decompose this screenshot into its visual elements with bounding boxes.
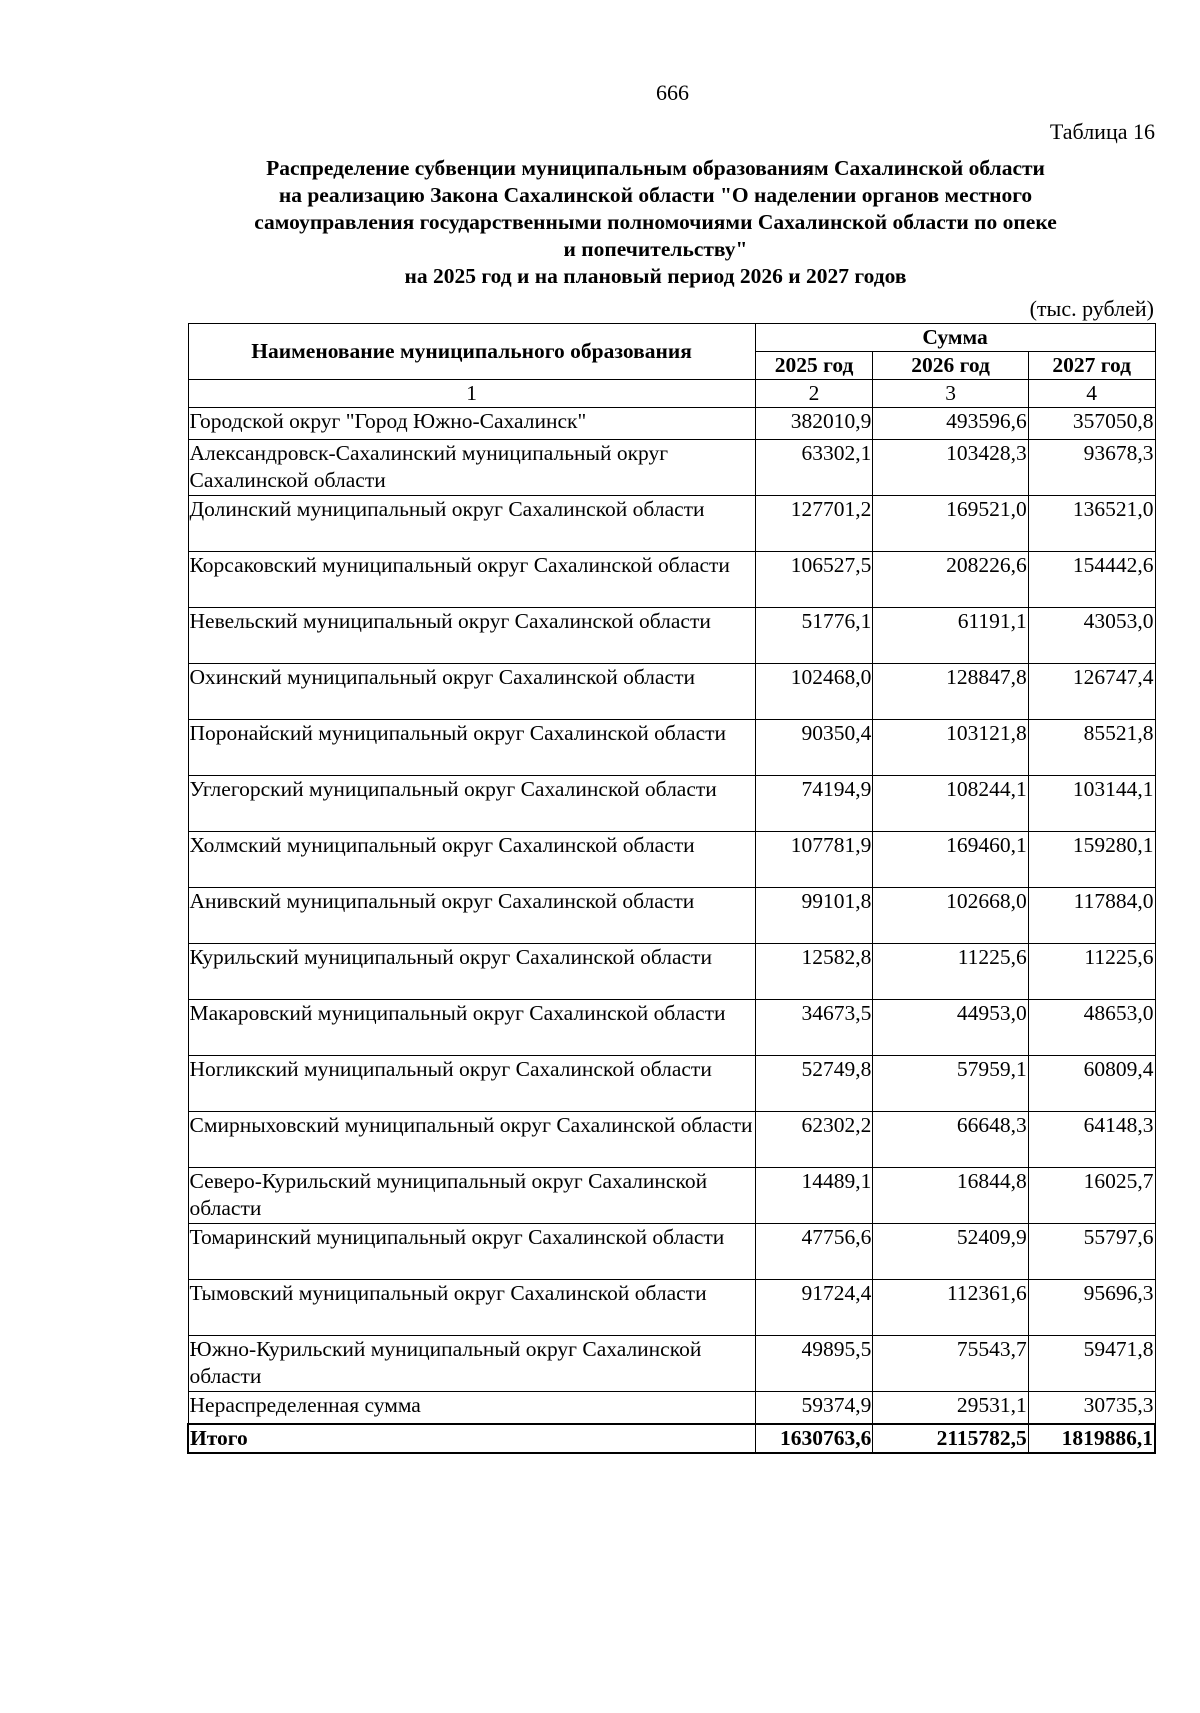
value-2025: 63302,1 xyxy=(755,440,873,496)
table-row xyxy=(188,776,1155,832)
value-2027: 85521,8 xyxy=(1028,720,1155,776)
document-title xyxy=(183,155,1128,290)
value-2026: 208226,6 xyxy=(873,552,1028,608)
municipality-name: Невельский муниципальный округ Сахалинской области xyxy=(188,608,755,664)
value-2026: 57959,1 xyxy=(873,1056,1028,1112)
value-2025: 59374,9 xyxy=(755,1392,873,1425)
table-body xyxy=(188,408,1155,1425)
municipality-name: Томаринский муниципальный округ Сахалинской области xyxy=(188,1224,755,1280)
value-2026: 103121,8 xyxy=(873,720,1028,776)
value-2027: 43053,0 xyxy=(1028,608,1155,664)
table-row xyxy=(188,944,1155,1000)
value-2027: 103144,1 xyxy=(1028,776,1155,832)
municipality-name: Городской округ "Город Южно-Сахалинск" xyxy=(188,408,755,440)
value-2025: 127701,2 xyxy=(755,496,873,552)
index-cell: 2 xyxy=(755,380,873,408)
value-2026: 108244,1 xyxy=(873,776,1028,832)
municipality-name: Александровск-Сахалинский муниципальный округ Сахалинской области xyxy=(188,440,755,496)
table-row xyxy=(188,888,1155,944)
index-cell: 3 xyxy=(873,380,1028,408)
value-2025: 62302,2 xyxy=(755,1112,873,1168)
value-2025: 99101,8 xyxy=(755,888,873,944)
value-2026: 493596,6 xyxy=(873,408,1028,440)
municipality-name: Ногликский муниципальный округ Сахалинской области xyxy=(188,1056,755,1112)
value-2026: 169521,0 xyxy=(873,496,1028,552)
header-sum: Сумма xyxy=(755,324,1155,352)
value-2027: 136521,0 xyxy=(1028,496,1155,552)
value-2025: 107781,9 xyxy=(755,832,873,888)
municipality-name: Холмский муниципальный округ Сахалинской области xyxy=(188,832,755,888)
municipality-name: Смирныховский муниципальный округ Сахалинской области xyxy=(188,1112,755,1168)
table-row xyxy=(188,1336,1155,1392)
index-cell: 4 xyxy=(1028,380,1155,408)
header-name: Наименование муниципального образования xyxy=(188,324,755,380)
value-2026: 16844,8 xyxy=(873,1168,1028,1224)
value-2027: 48653,0 xyxy=(1028,1000,1155,1056)
value-2026: 52409,9 xyxy=(873,1224,1028,1280)
table-row xyxy=(188,664,1155,720)
value-2027: 30735,3 xyxy=(1028,1392,1155,1425)
municipality-name: Южно-Курильский муниципальный округ Сахалинской области xyxy=(188,1336,755,1392)
municipality-name: Анивский муниципальный округ Сахалинской области xyxy=(188,888,755,944)
title-line: и попечительству" xyxy=(563,237,748,261)
value-2027: 60809,4 xyxy=(1028,1056,1155,1112)
value-2027: 117884,0 xyxy=(1028,888,1155,944)
table-row xyxy=(188,1000,1155,1056)
municipality-name: Поронайский муниципальный округ Сахалинской области xyxy=(188,720,755,776)
value-2026: 29531,1 xyxy=(873,1392,1028,1425)
title-line: на 2025 год и на плановый период 2026 и 2027 годов xyxy=(404,264,907,288)
value-2025: 47756,6 xyxy=(755,1224,873,1280)
table-row xyxy=(188,1112,1155,1168)
table-row xyxy=(188,440,1155,496)
value-2025: 106527,5 xyxy=(755,552,873,608)
value-2027: 16025,7 xyxy=(1028,1168,1155,1224)
value-2027: 59471,8 xyxy=(1028,1336,1155,1392)
municipality-name: Тымовский муниципальный округ Сахалинской области xyxy=(188,1280,755,1336)
value-2027: 55797,6 xyxy=(1028,1224,1155,1280)
value-2026: 102668,0 xyxy=(873,888,1028,944)
value-2025: 14489,1 xyxy=(755,1168,873,1224)
value-2026: 103428,3 xyxy=(873,440,1028,496)
value-2027: 93678,3 xyxy=(1028,440,1155,496)
total-label: Итого xyxy=(188,1424,755,1453)
value-2026: 66648,3 xyxy=(873,1112,1028,1168)
title-line: самоуправления государственными полномочиями Сахалинской области по опеке xyxy=(254,210,1057,234)
table-row xyxy=(188,608,1155,664)
table-row xyxy=(188,1224,1155,1280)
table-row xyxy=(188,1056,1155,1112)
value-2025: 51776,1 xyxy=(755,608,873,664)
value-2026: 169460,1 xyxy=(873,832,1028,888)
table-row xyxy=(188,720,1155,776)
value-2027: 126747,4 xyxy=(1028,664,1155,720)
table-row xyxy=(188,1168,1155,1224)
header-year-2025: 2025 год xyxy=(755,352,873,380)
value-2026: 44953,0 xyxy=(873,1000,1028,1056)
table-row xyxy=(188,1392,1155,1425)
page-number: 666 xyxy=(656,80,689,105)
total-row xyxy=(188,1424,1155,1453)
value-2025: 52749,8 xyxy=(755,1056,873,1112)
municipality-name: Охинский муниципальный округ Сахалинской области xyxy=(188,664,755,720)
value-2025: 90350,4 xyxy=(755,720,873,776)
value-2025: 91724,4 xyxy=(755,1280,873,1336)
value-2027: 95696,3 xyxy=(1028,1280,1155,1336)
municipality-name: Северо-Курильский муниципальный округ Сахалинской области xyxy=(188,1168,755,1224)
table-row xyxy=(188,832,1155,888)
total-2027: 1819886,1 xyxy=(1028,1424,1155,1453)
value-2026: 112361,6 xyxy=(873,1280,1028,1336)
header-year-2026: 2026 год xyxy=(873,352,1028,380)
table-label: Таблица 16 xyxy=(1049,119,1155,144)
value-2027: 154442,6 xyxy=(1028,552,1155,608)
value-2025: 382010,9 xyxy=(755,408,873,440)
municipality-name: Курильский муниципальный округ Сахалинской области xyxy=(188,944,755,1000)
value-2026: 61191,1 xyxy=(873,608,1028,664)
total-2025: 1630763,6 xyxy=(755,1424,873,1453)
value-2026: 75543,7 xyxy=(873,1336,1028,1392)
municipality-name: Корсаковский муниципальный округ Сахалинской области xyxy=(188,552,755,608)
units-note: (тыс. рублей) xyxy=(1029,296,1154,321)
value-2026: 128847,8 xyxy=(873,664,1028,720)
value-2027: 357050,8 xyxy=(1028,408,1155,440)
title-line: Распределение субвенции муниципальным образованиям Сахалинской области xyxy=(266,156,1045,180)
value-2025: 34673,5 xyxy=(755,1000,873,1056)
subvention-table xyxy=(187,323,1156,1454)
municipality-name: Макаровский муниципальный округ Сахалинской области xyxy=(188,1000,755,1056)
value-2027: 159280,1 xyxy=(1028,832,1155,888)
table-row xyxy=(188,1280,1155,1336)
table-row xyxy=(188,408,1155,440)
value-2025: 12582,8 xyxy=(755,944,873,1000)
index-cell: 1 xyxy=(188,380,755,408)
total-2026: 2115782,5 xyxy=(873,1424,1028,1453)
header-year-2027: 2027 год xyxy=(1028,352,1155,380)
municipality-name: Долинский муниципальный округ Сахалинской области xyxy=(188,496,755,552)
value-2027: 11225,6 xyxy=(1028,944,1155,1000)
value-2027: 64148,3 xyxy=(1028,1112,1155,1168)
value-2025: 49895,5 xyxy=(755,1336,873,1392)
municipality-name: Углегорский муниципальный округ Сахалинской области xyxy=(188,776,755,832)
title-line: на реализацию Закона Сахалинской области "О наделении органов местного xyxy=(278,183,1033,207)
value-2025: 102468,0 xyxy=(755,664,873,720)
municipality-name: Нераспределенная сумма xyxy=(188,1392,755,1425)
table-row xyxy=(188,496,1155,552)
value-2026: 11225,6 xyxy=(873,944,1028,1000)
value-2025: 74194,9 xyxy=(755,776,873,832)
table-row xyxy=(188,552,1155,608)
